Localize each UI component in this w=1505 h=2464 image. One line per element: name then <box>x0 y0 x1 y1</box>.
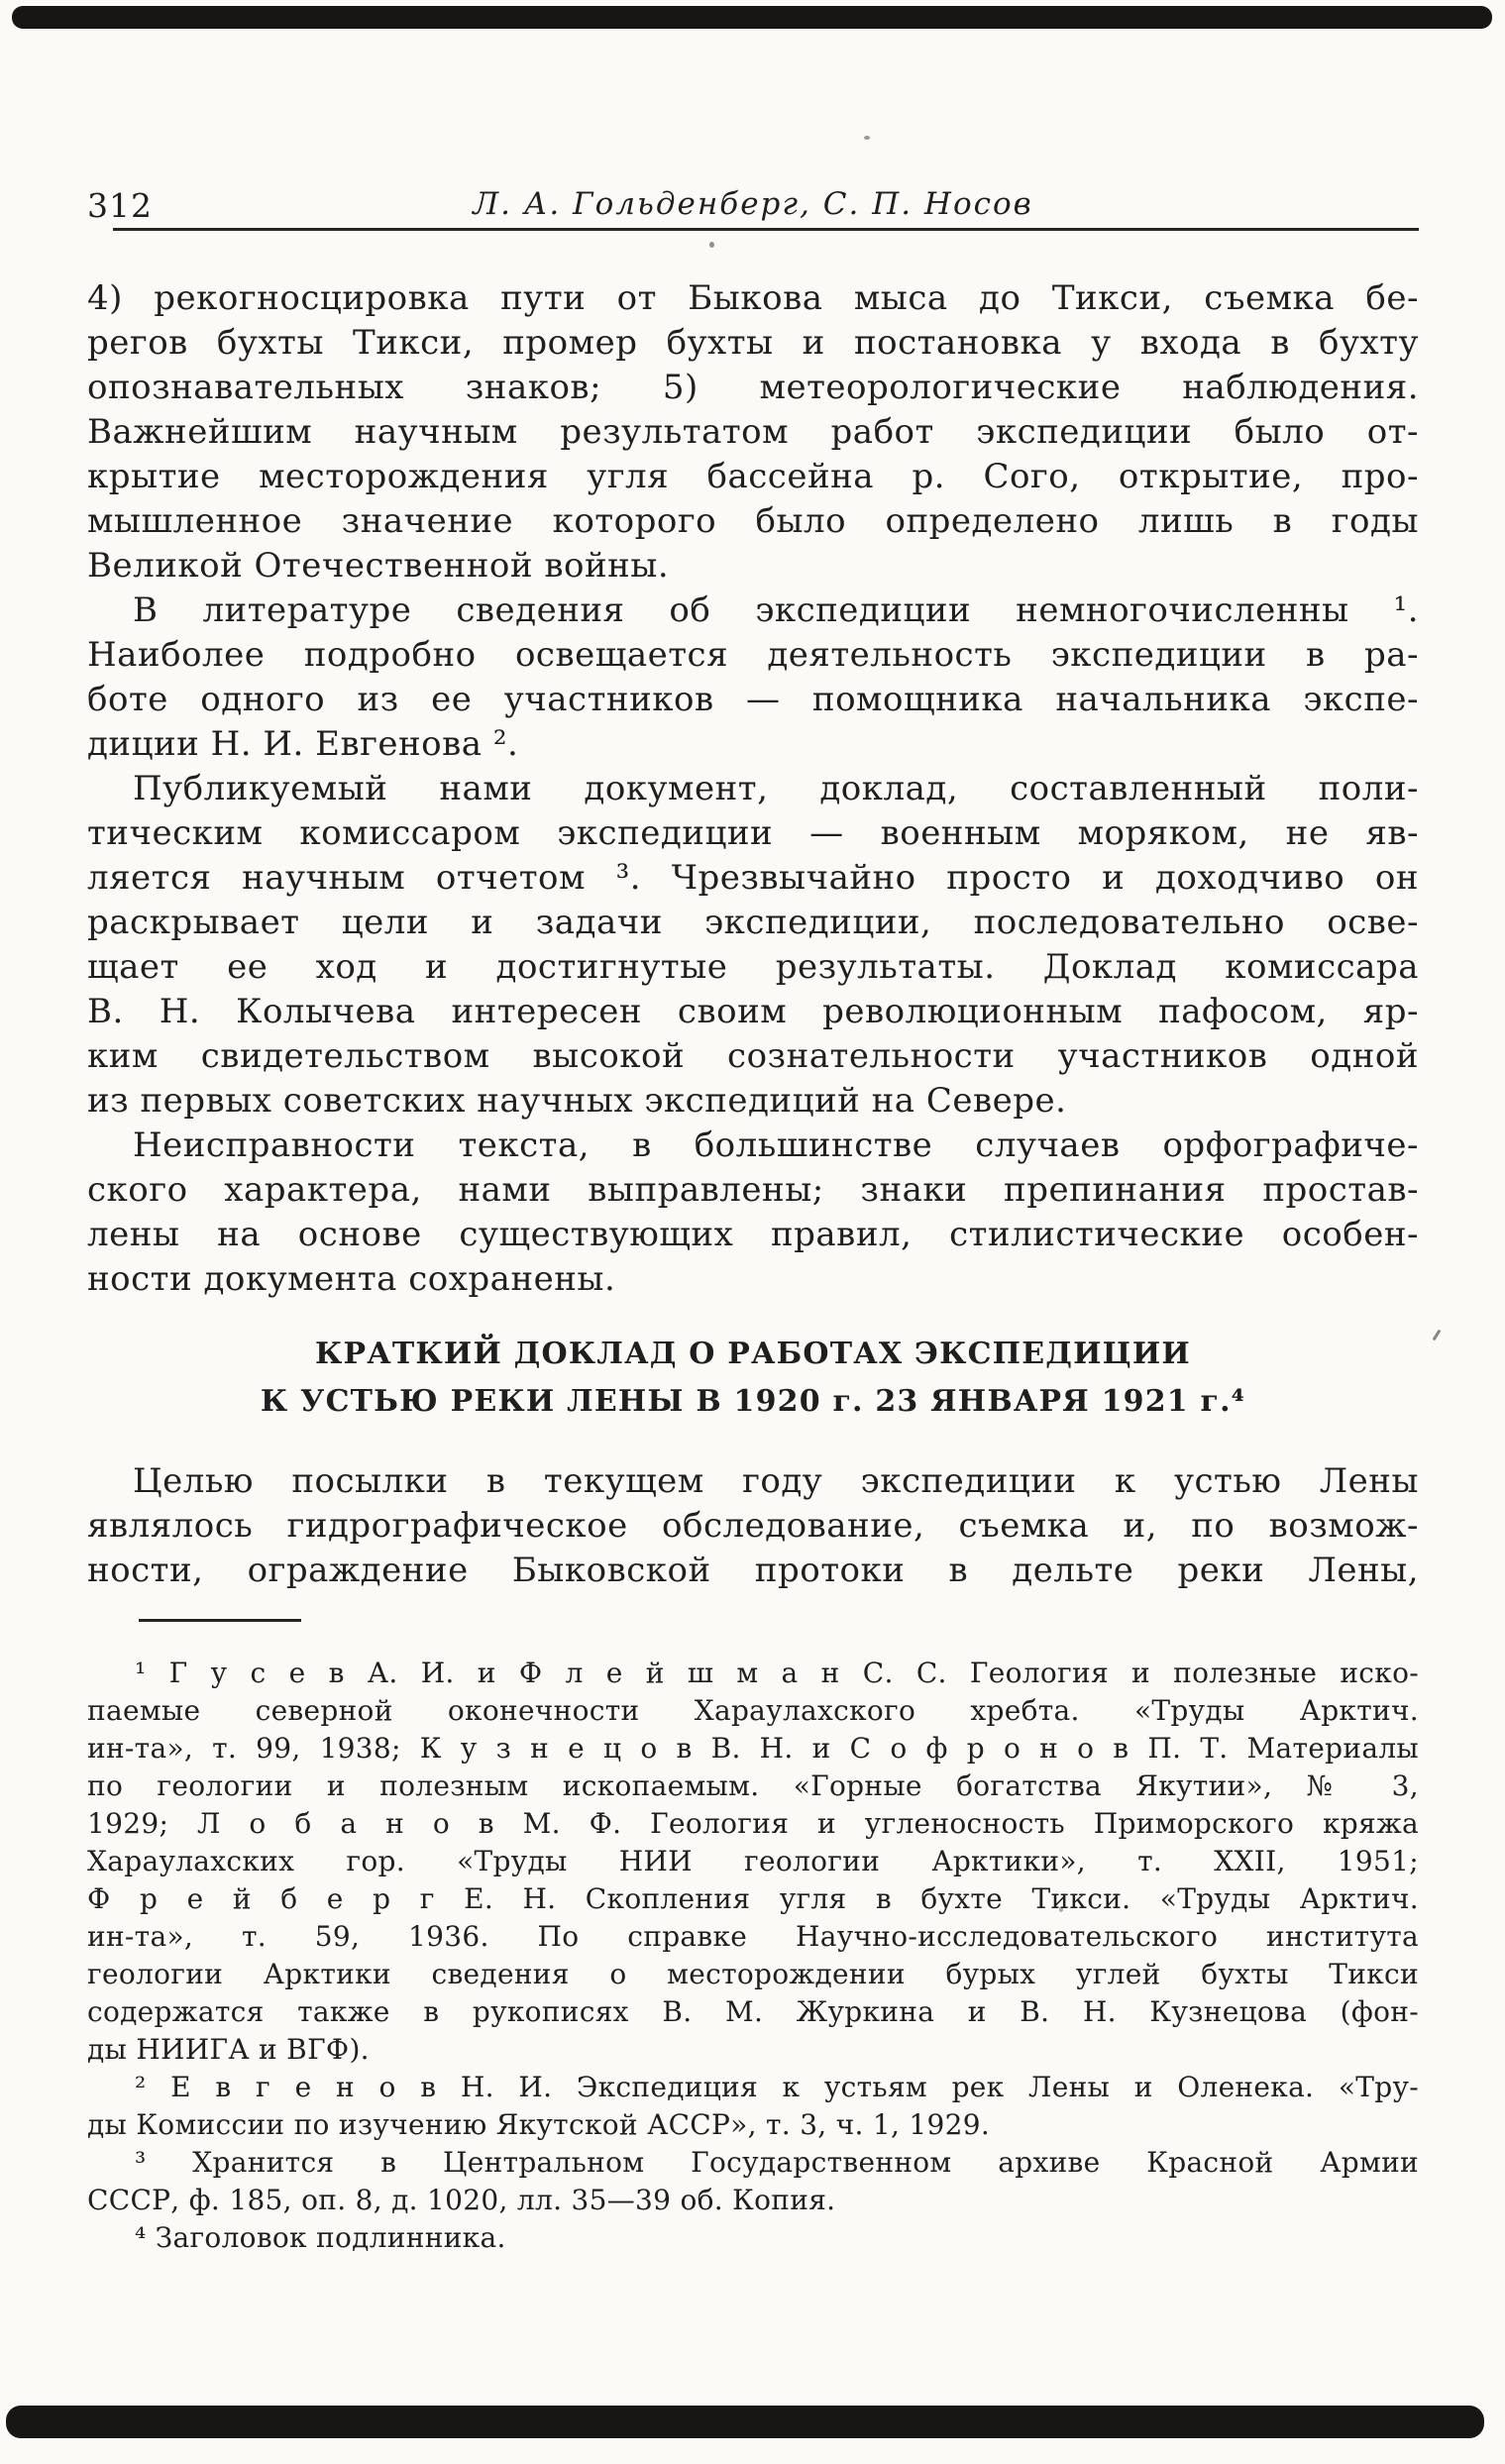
footnotes-block <box>87 1655 1419 2257</box>
text-line: щает ее ход и достигнутые результаты. Доклад комиссара <box>87 947 1419 987</box>
footnote-line: ды НИИГА и ВГФ). <box>87 2033 370 2066</box>
body-paragraph-5 <box>87 1459 1419 1593</box>
intro-text <box>87 276 1419 1302</box>
text-line: Наиболее подробно освещается деятельность экспедиции в ра- <box>87 635 1419 675</box>
page-content <box>87 0 1419 2257</box>
text-line: являлось гидрографическое обследование, съемка и, по возмож- <box>87 1506 1419 1546</box>
scan-speck <box>1433 1330 1442 1341</box>
page-number: 312 <box>87 186 153 225</box>
footnote-line: паемые северной оконечности Хараулахского хребта. «Труды Арктич. <box>87 1694 1419 1727</box>
footnote-line: по геологии и полезным ископаемым. «Горные богатства Якутии», № 3, <box>87 1769 1419 1802</box>
text-line: крытие месторождения угля бассейна р. Сого, открытие, про- <box>87 457 1419 496</box>
text-line: 4) рекогносцировка пути от Быкова мыса до Тикси, съемка бе- <box>87 278 1419 318</box>
body-paragraph-2 <box>87 589 1419 767</box>
footnote-line: Ф р е й б е р г Е. Н. Скопления угля в бухте Тикси. «Труды Арктич. <box>87 1882 1419 1915</box>
text-line: Важнейшим научным результатом работ экспедиции было от- <box>87 412 1419 452</box>
footnote-line: ³ Хранится в Центральном Государственном архиве Красной Армии <box>135 2146 1419 2179</box>
text-line: опознавательных знаков; 5) метеорологические наблюдения. <box>87 368 1419 407</box>
footnote-line: ин-та», т. 99, 1938; К у з н е ц о в В. Н. и С о ф р о н о в П. Т. Материалы <box>87 1732 1419 1765</box>
text-line: В литературе сведения об экспедиции немногочисленны ¹. <box>133 590 1419 630</box>
footnote-line: содержатся также в рукописях В. М. Журкина и В. Н. Кузнецова (фон- <box>87 1995 1419 2028</box>
body-paragraph-3 <box>87 767 1419 1124</box>
text-line: лены на основе существующих правил, стилистические особен- <box>87 1215 1419 1254</box>
footnote-line: Хараулахских гор. «Труды НИИ геологии Арктики», т. XXII, 1951; <box>87 1845 1419 1877</box>
text-line: Целью посылки в текущем году экспедиции к устью Лены <box>133 1461 1419 1501</box>
footnote-line: ¹ Г у с е в А. И. и Ф л е й ш м а н С. С. Геология и полезные иско- <box>135 1657 1419 1689</box>
text-line: раскрывает цели и задачи экспедиции, последовательно осве- <box>87 903 1419 942</box>
footnote-3 <box>87 2144 1419 2219</box>
footnote-line: ⁴ Заголовок подлинника. <box>135 2221 506 2254</box>
text-line: ского характера, нами выправлены; знаки препинания простав- <box>87 1170 1419 1210</box>
text-line: боте одного из ее участников — помощника начальника экспе- <box>87 680 1419 719</box>
footnote-4 <box>87 2219 1419 2257</box>
scan-edge-bottom <box>6 2406 1484 2438</box>
footnote-separator-rule <box>139 1619 301 1622</box>
text-line: Неисправности текста, в большинстве случаев орфографиче- <box>133 1125 1419 1165</box>
footnote-line: ды Комиссии по изучению Якутской АССР», т. 3, ч. 1, 1929. <box>87 2108 991 2141</box>
footnote-2 <box>87 2069 1419 2144</box>
text-line: ляется научным отчетом ³. Чрезвычайно просто и доходчиво он <box>87 858 1419 898</box>
text-line: ким свидетельством высокой сознательности участников одной <box>87 1036 1419 1076</box>
text-line: Великой Отечественной войны. <box>87 546 670 586</box>
body-paragraph-4 <box>87 1124 1419 1302</box>
text-line: регов бухты Тикси, промер бухты и постановка у входа в бухту <box>87 323 1419 363</box>
text-line: диции Н. И. Евгенова ². <box>87 724 519 764</box>
text-line: из первых советских научных экспедиций на Севере. <box>87 1081 1067 1121</box>
text-line: мышленное значение которого было определено лишь в годы <box>87 501 1419 541</box>
footnote-line: ² Е в г е н о в Н. И. Экспедиция к устьям рек Лены и Оленека. «Тру- <box>135 2071 1419 2103</box>
footnote-line: 1929; Л о б а н о в М. Ф. Геология и угленосность Приморского кряжа <box>87 1807 1419 1840</box>
body-paragraph-1 <box>87 276 1419 589</box>
text-line: В. Н. Колычева интересен своим революционным пафосом, яр- <box>87 992 1419 1031</box>
running-header <box>87 184 1419 226</box>
text-line: ности документа сохранены. <box>87 1259 616 1299</box>
header-rule <box>113 228 1419 231</box>
section-heading <box>87 1331 1419 1426</box>
running-head-authors: Л. А. Гольденберг, С. П. Носов <box>473 186 1033 222</box>
heading-line: КРАТКИЙ ДОКЛАД О РАБОТАХ ЭКСПЕДИЦИИ <box>315 1337 1191 1371</box>
footnote-line: ин-та», т. 59, 1936. По справке Научно-исследовательского института <box>87 1920 1419 1953</box>
text-line: ности, ограждение Быковской протоки в дельте реки Лены, <box>87 1551 1419 1590</box>
heading-line: К УСТЬЮ РЕКИ ЛЕНЫ В 1920 г. 23 ЯНВАРЯ 1921 г.⁴ <box>260 1384 1246 1419</box>
footnote-line: геологии Арктики сведения о месторождении бурых углей бухты Тикси <box>87 1958 1419 1990</box>
footnote-line: СССР, ф. 185, оп. 8, д. 1020, лл. 35—39 об. Копия. <box>87 2184 836 2216</box>
text-line: Публикуемый нами документ, доклад, составленный поли- <box>133 769 1419 808</box>
text-line: тическим комиссаром экспедиции — военным моряком, не яв- <box>87 813 1419 853</box>
footnote-1 <box>87 1655 1419 2069</box>
